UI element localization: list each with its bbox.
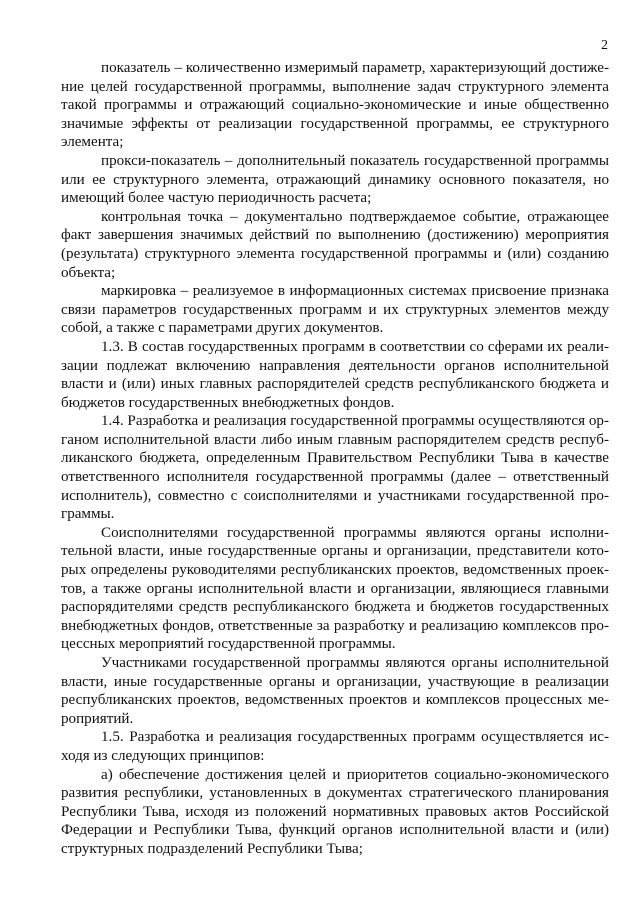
definition-proxy-indicator: прокси-показатель – дополнительный показатель государственной программы или ее структурного элемента, отражающий динамику основного показателя, но имеющий более частую периодичность расчета; [61, 152, 609, 207]
definition-checkpoint: контрольная точка – документально подтверждаемое событие, отражающее факт завершения значимых действий по выполнению (достижению) мероприятия (результата) структурного элемента государственной программы и (или) созданию объекта; [61, 208, 609, 281]
principle-a: а) обеспечение достижения целей и приоритетов социально-экономического развития республики, установленных в документах стратегического планирования Республики Тыва, исходя из положений нормативных правовых актов Российской Федерации и Республики Тыва, функций органов исполнительной власти и (или) структурных подразделений Республики Тыва; [61, 766, 609, 857]
clause-1-3: 1.3. В состав государственных программ в соответствии со сферами их реализации подлежат включению направления деятельности органов исполнительной власти и (или) иных главных распорядителей средств республиканского бюджета и бюджетов государственных внебюджетных фондов. [61, 338, 609, 411]
definition-marking: маркировка – реализуемое в информационных системах присвоение признака связи параметров государственных программ и их структурных элементов между собой, а также с параметрами других документов. [61, 283, 609, 337]
document-body [61, 59, 609, 859]
page-number: 2 [601, 38, 608, 53]
clause-1-4: 1.4. Разработка и реализация государственной программы осуществляются органом исполнительной власти либо иным главным распорядителем средств республиканского бюджета, определенным Правительством Республики Тыва в качестве ответственного исполнителя государственной программы (далее – ответственный исполнитель), совместно с соисполнителями и участниками государственной программы. [61, 413, 609, 523]
participants-paragraph: Участниками государственной программы являются органы исполнительной власти, иные государственные органы и организации, участвующие в реализации республиканских проектов, ведомственных проектов и комплексов процессных мероприятий. [61, 655, 609, 727]
definition-indicator: показатель – количественно измеримый параметр, характеризующий достижение целей государственной программы, выполнение задач структурного элемента такой программы и отражающий социально-экономические и иные общественно значимые эффекты от реализации государственной программы, ее структурного элемента; [61, 60, 609, 151]
co-executors-paragraph: Соисполнителями государственной программы являются органы исполнительной власти, иные государственные органы и организации, представители которых определены руководителями республиканских проектов, ведомственных проектов, а также органы исполнительной власти и организации, являющиеся главными распорядителями средств республиканского бюджета и бюджетов государственных внебюджетных фондов, ответственные за разработку и реализацию комплексов процессных мероприятий государственной программы. [61, 524, 609, 653]
clause-1-5: 1.5. Разработка и реализация государственных программ осуществляется исходя из следующих принципов: [61, 729, 609, 764]
